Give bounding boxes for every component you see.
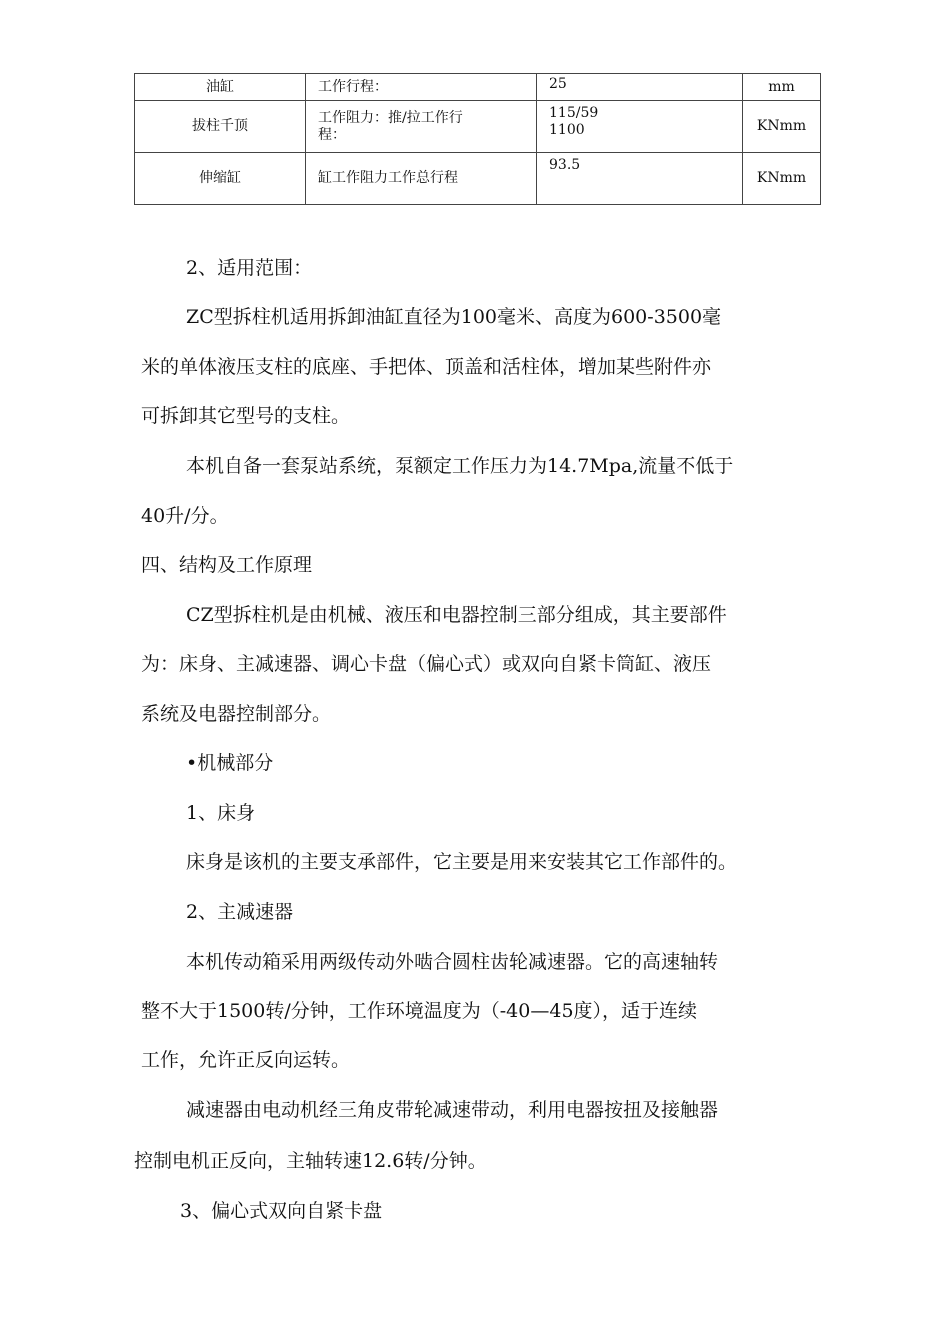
subsection-heading: 1、床身 <box>186 802 256 824</box>
paragraph-line: 系统及电器控制部分。 <box>141 703 332 725</box>
table-row <box>135 101 821 153</box>
spec-table <box>134 73 821 205</box>
section-heading: 四、结构及工作原理 <box>141 554 313 576</box>
paragraph-line: 工作，允许正反向运转。 <box>141 1049 351 1071</box>
paragraph-line: ZC型拆柱机适用拆卸油缸直径为100毫米、高度为600-3500毫 <box>186 306 722 328</box>
subsection-heading: 3、偏心式双向自紧卡盘 <box>180 1200 383 1222</box>
paragraph-line: 整不大于1500转/分钟，工作环境温度为（-40—45度），适于连续 <box>141 1000 698 1022</box>
unit-cell: mm <box>743 74 821 101</box>
value-cell: 115/59 1100 <box>537 101 743 153</box>
paragraph-line: 床身是该机的主要支承部件，它主要是用来安装其它工作部件的。 <box>186 851 738 873</box>
paragraph-line: 减速器由电动机经三角皮带轮减速带动，利用电器按扭及接触器 <box>186 1099 719 1121</box>
parameter-cell: 工作行程： <box>306 74 537 101</box>
value-cell: 25 <box>537 74 743 101</box>
component-name-cell: 油缸 <box>135 74 306 101</box>
component-name-cell: 伸缩缸 <box>135 153 306 205</box>
parameter-cell: 缸工作阻力工作总行程 <box>306 153 537 205</box>
unit-cell: KNmm <box>743 153 821 205</box>
unit-cell: KNmm <box>743 101 821 153</box>
subsection-heading: •机械部分 <box>186 752 274 774</box>
paragraph-line: 40升/分。 <box>141 505 229 527</box>
paragraph-line: 米的单体液压支柱的底座、手把体、顶盖和活柱体，增加某些附件亦 <box>141 356 712 378</box>
paragraph-line: 本机传动箱采用两级传动外啮合圆柱齿轮减速器。它的高速轴转 <box>186 951 719 973</box>
table-row <box>135 153 821 205</box>
component-name-cell: 拔柱千顶 <box>135 101 306 153</box>
paragraph-line: 控制电机正反向，主轴转速12.6转/分钟。 <box>134 1150 487 1172</box>
table-row <box>135 74 821 101</box>
subsection-heading: 2、主减速器 <box>186 901 294 923</box>
section-heading: 2、适用范围： <box>186 257 313 279</box>
value-cell: 93.5 <box>537 153 743 205</box>
paragraph-line: 为：床身、主减速器、调心卡盘（偏心式）或双向自紧卡筒缸、液压 <box>141 653 712 675</box>
paragraph-line: 本机自备一套泵站系统，泵额定工作压力为14.7Mpa,流量不低于 <box>186 455 734 477</box>
parameter-cell: 工作阻力：推/拉工作行 程： <box>306 101 537 153</box>
paragraph-line: 可拆卸其它型号的支柱。 <box>141 405 351 427</box>
paragraph-line: CZ型拆柱机是由机械、液压和电器控制三部分组成，其主要部件 <box>186 604 727 626</box>
